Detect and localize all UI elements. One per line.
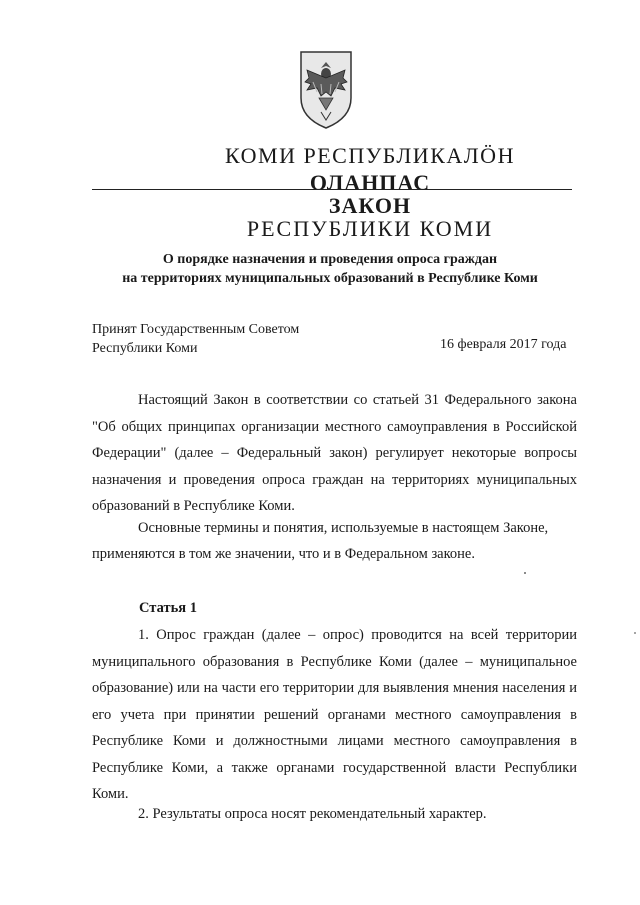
- adoption-date: 16 февраля 2017 года: [440, 337, 567, 352]
- header-line-republic: РЕСПУБЛИКИ КОМИ: [246, 216, 494, 241]
- article-1-paragraph-2: 2. Результаты опроса носят рекомендательный характер.: [138, 806, 487, 822]
- scan-speck: [634, 632, 636, 634]
- law-title-line1: О порядке назначения и проведения опроса граждан: [162, 252, 498, 267]
- scan-speck: [524, 572, 526, 574]
- coat-of-arms-emblem: [297, 48, 355, 130]
- preamble-paragraph-2-line1: Основные термины и понятия, используемые в настоящем Законе,: [138, 520, 549, 536]
- preamble-paragraph-2-line2: применяются в том же значении, что и в Федеральном законе.: [92, 546, 475, 562]
- adopted-by-line1: Принят Государственным Советом: [92, 322, 300, 337]
- header-line-komi: КОМИ РЕСПУБЛИКАЛӦН: [225, 143, 515, 168]
- header-divider: [92, 189, 572, 190]
- preamble-paragraph-1: Настоящий Закон в соответствии со статьей 31 Федерального закона "Об общих принципах организации местного самоуправления в Российской Федерации" (далее – Федеральный закон) регулирует некоторые вопросы назначения и проведения опроса граждан на территориях муниципальных образований в Республике Коми.: [92, 392, 577, 514]
- adopted-by-line2: Республики Коми: [92, 341, 198, 356]
- law-title-line2: на территориях муниципальных образований в Республике Коми: [122, 271, 538, 286]
- header-line-zakon: ЗАКОН: [328, 193, 412, 218]
- article-1-title: Статья 1: [139, 600, 197, 616]
- article-1-paragraph-1: 1. Опрос граждан (далее – опрос) проводится на всей территории муниципального образования в Республике Коми (далее – муниципальное образование) или на части его территории для выявления мнения населения и его учета при принятии решений органами местного самоуправления в Республике Коми и должностными лицами местного самоуправления в Республике Коми, а также органами государственной власти Республики Коми.: [92, 627, 577, 802]
- header-line-olanpas: ОЛАНПАС: [309, 170, 431, 195]
